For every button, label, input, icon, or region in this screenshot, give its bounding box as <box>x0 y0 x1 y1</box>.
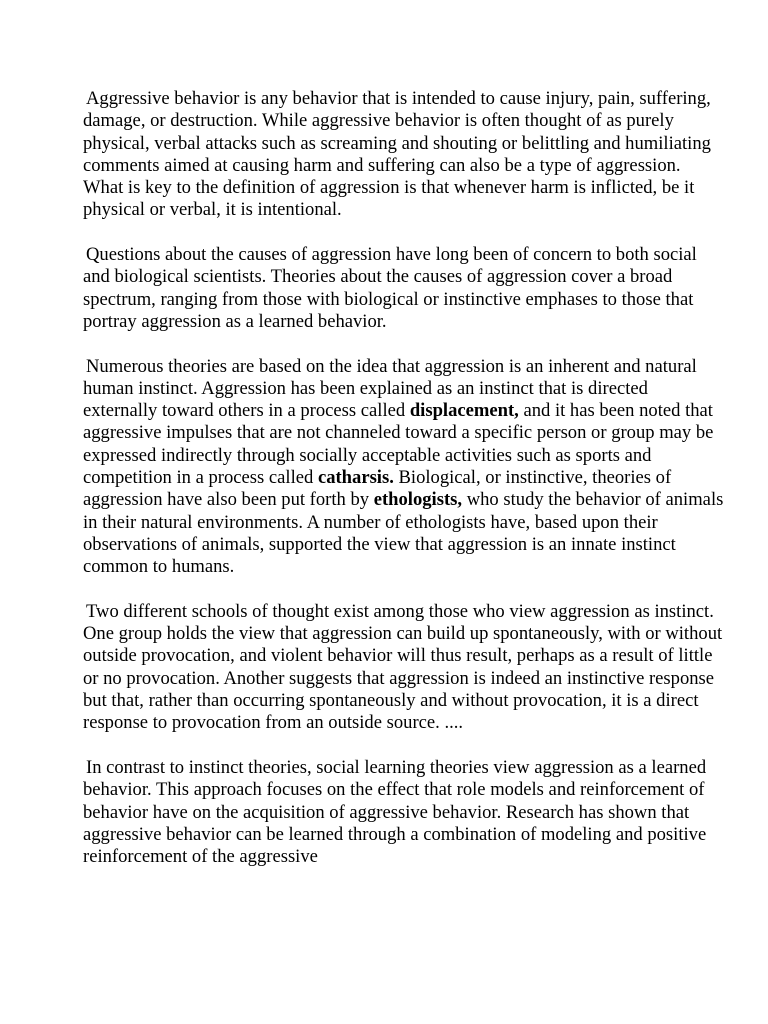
paragraph-text: Two different schools of thought exist among those who view aggression as instinct. One group holds the view that aggression can build up spontaneously, with or without outside provocation, and violent behavior will thus result, perhaps as a result of little or no provocation. Another suggests that aggression is indeed an instinctive response but that, rather than occurring spontaneously and without provocation, it is a direct response to provocation from an outside source. .... <box>83 600 723 734</box>
paragraph-definition <box>83 88 725 222</box>
document-body <box>83 88 725 891</box>
paragraph-social-learning <box>83 757 725 868</box>
paragraph-instinct-theories <box>83 356 725 579</box>
paragraph-text: Numerous theories are based on the idea that aggression is an inherent and natural human instinct. Aggression has been explained as an instinct that is directed externally toward others in a process called <box>83 355 697 422</box>
term-displacement: displacement, <box>409 400 519 422</box>
paragraph-text: Questions about the causes of aggression have long been of concern to both social and biological scientists. Theories about the causes of aggression cover a broad spectrum, ranging from those with biological or instinctive emphases to those that portray aggression as a learned behavior. <box>83 244 697 332</box>
paragraph-text: In contrast to instinct theories, social learning theories view aggression as a learned behavior. This approach focuses on the effect that role models and reinforcement of behavior have on the acquisition of aggressive behavior. Research has shown that aggressive behavior can be learned through a combination of modeling and positive reinforcement of the aggressive <box>83 756 707 868</box>
paragraph-text: who study the behavior of animals in their natural environments. A number of ethologists have, based upon their observations of animals, supported the view that aggression is an innate instinct common to humans. <box>83 489 724 578</box>
paragraph-text: Biological, or instinctive, theories of aggression have also been put forth by <box>83 467 672 511</box>
term-ethologists: ethologists, <box>373 489 463 511</box>
paragraph-schools-of-thought <box>83 601 725 735</box>
term-catharsis: catharsis. <box>317 467 394 489</box>
paragraph-causes <box>83 244 725 333</box>
paragraph-text: Aggressive behavior is any behavior that is intended to cause injury, pain, suffering, damage, or destruction. While aggressive behavior is often thought of as purely physical, verbal attacks such as screaming and shouting or belittling and humiliating comments aimed at causing harm and suffering can also be a type of aggression. What is key to the definition of aggression is that whenever harm is inflicted, be it physical or verbal, it is intentional. <box>83 88 711 221</box>
paragraph-text: and it has been noted that aggressive impulses that are not channeled toward a specific person or group may be expressed indirectly through socially acceptable activities such as sports and competition in a process called <box>83 400 714 489</box>
